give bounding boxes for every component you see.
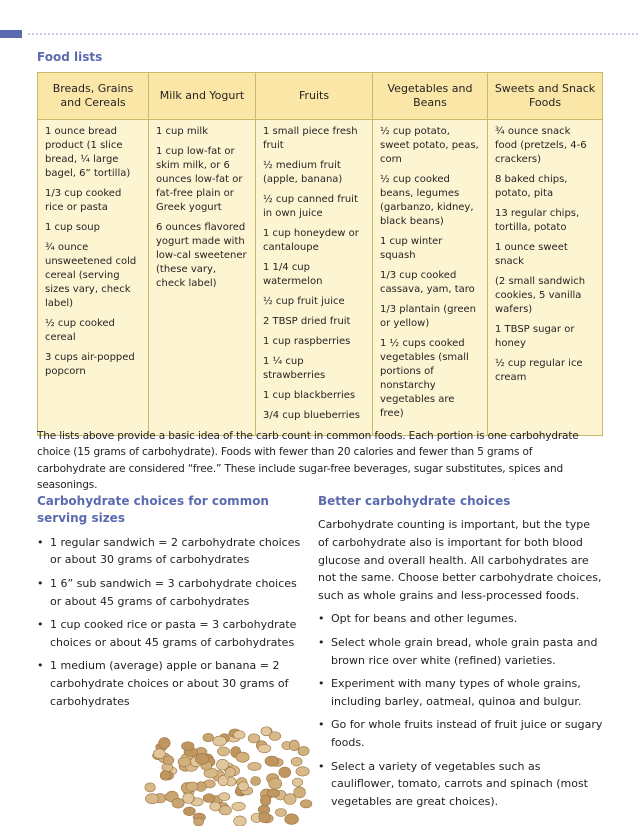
serving-item: 6 ounces flavored yogurt made with low-cal sweetener (these vary, check label) — [156, 222, 247, 289]
bullet-icon: • — [37, 576, 44, 590]
serving-item: 1 cup low-fat or skim milk, or 6 ounces low-fat or fat-free plain or Greek yogurt — [156, 146, 243, 213]
serving-item: 1 cup raspberries — [263, 336, 351, 347]
section-title: Food lists — [37, 50, 103, 64]
serving-item: 1 cup winter squash — [380, 236, 443, 261]
bean-shape — [275, 809, 286, 817]
serving-item: (2 small sandwich cookies, 5 vanilla wafers) — [495, 276, 586, 315]
bullet-icon: • — [318, 612, 325, 626]
bullet-icon: • — [37, 618, 44, 632]
serving-item: ½ cup cooked beans, legumes (garbanzo, kidney, black beans) — [380, 174, 474, 227]
accent-block — [0, 30, 22, 38]
serving-item: ½ cup fruit juice — [263, 296, 345, 307]
serving-item: 1/3 cup cooked rice or pasta — [45, 188, 122, 213]
list-item-text: 1 cup cooked rice or pasta = 3 carbohydrate choices or about 45 grams of carbohydrates — [50, 618, 297, 649]
bean-shape — [194, 818, 204, 826]
bean-shape — [145, 794, 158, 804]
better-choices-section — [318, 493, 603, 816]
bean-shape — [260, 795, 270, 806]
list-item-text: Select whole grain bread, whole grain pasta and brown rice over white (refined) varieties. — [331, 635, 598, 667]
list-item — [37, 657, 302, 710]
bullet-icon: • — [37, 535, 44, 549]
header-fruits: Fruits — [256, 73, 373, 120]
serving-item: ¾ ounce snack food (pretzels, 4-6 crackers) — [495, 126, 587, 165]
bean-shape — [284, 794, 296, 805]
column-vegetables — [373, 120, 488, 436]
bean-shape — [195, 753, 208, 764]
bean-shape — [182, 742, 195, 751]
bean-shape — [236, 752, 249, 762]
serving-item: 1 cup blackberries — [263, 390, 356, 401]
bean-shape — [218, 775, 228, 785]
bean-shape — [225, 767, 235, 777]
bean-shape — [217, 747, 229, 756]
bean-shape — [259, 812, 270, 823]
bean-shape — [184, 807, 196, 816]
bean-shape — [203, 733, 214, 741]
bean-shape — [145, 783, 155, 792]
serving-item: 3/4 cup blueberries — [263, 410, 360, 421]
bean-shape — [203, 794, 215, 803]
list-item-text: 1 regular sandwich = 2 carbohydrate choices or about 30 grams of carbohydrates — [50, 535, 301, 567]
bean-shape — [269, 778, 282, 789]
better-choices-list — [318, 610, 603, 810]
bean-shape — [183, 793, 194, 804]
beans-photo — [140, 718, 325, 826]
table-header-row — [38, 73, 603, 120]
bean-shape — [300, 800, 312, 808]
bean-shape — [296, 767, 309, 776]
top-decoration — [0, 0, 638, 40]
bean-shape — [186, 782, 198, 791]
bean-shape — [292, 778, 302, 786]
bean-shape — [232, 802, 245, 810]
bean-shape — [265, 756, 279, 766]
column-sweets — [488, 120, 603, 436]
column-milk — [149, 120, 256, 436]
list-item-text: Go for whole fruits instead of fruit juice or sugary foods. — [331, 718, 603, 749]
carb-choices-section — [37, 493, 302, 716]
serving-item: ½ cup potato, sweet potato, peas, corn — [380, 126, 479, 165]
header-breads: Breads, Grains and Cereals — [38, 73, 149, 120]
bullet-icon: • — [318, 759, 325, 773]
serving-item: ½ medium fruit (apple, banana) — [263, 160, 343, 185]
serving-item: 13 regular chips, tortilla, potato — [495, 208, 580, 233]
serving-item: 3 cups air-popped popcorn — [45, 352, 135, 377]
bean-shape — [279, 767, 291, 778]
list-item-text: 1 6” sub sandwich = 3 carbohydrate choices or about 45 grams of carbohydrates — [50, 576, 297, 608]
serving-item: 1 small piece fresh fruit — [263, 126, 358, 151]
bean-shape — [210, 802, 221, 811]
serving-item: 1 TBSP sugar or honey — [495, 324, 575, 349]
bean-shape — [213, 736, 227, 746]
food-list-table — [37, 72, 603, 436]
bean-shape — [248, 734, 260, 743]
serving-item: 1/3 plantain (green or yellow) — [380, 304, 476, 329]
bean-shape — [251, 777, 261, 786]
list-item-text: 1 medium (average) apple or banana = 2 carbohydrate choices or about 30 grams of carbohydrates — [50, 659, 289, 708]
bean-shape — [258, 744, 271, 752]
dotted-rule — [28, 33, 638, 35]
serving-item: 8 baked chips, potato, pita — [495, 174, 568, 199]
serving-item: 1 cup soup — [45, 222, 100, 233]
list-item — [37, 575, 302, 610]
bean-shape — [178, 757, 191, 767]
bullet-icon: • — [318, 718, 325, 732]
bean-shape — [219, 806, 231, 815]
bean-shape — [153, 749, 165, 759]
bean-shape — [172, 798, 184, 808]
bullet-icon: • — [318, 677, 325, 691]
list-item-text: Opt for beans and other legumes. — [331, 612, 518, 626]
table-row — [38, 120, 603, 436]
better-choices-heading: Better carbohydrate choices — [318, 494, 511, 508]
list-item — [318, 634, 603, 669]
carb-choices-list — [37, 534, 302, 710]
serving-item: ½ cup regular ice cream — [495, 358, 583, 383]
bean-shape — [285, 814, 299, 825]
bean-shape — [238, 782, 248, 791]
bean-shape — [248, 762, 261, 770]
serving-item: 2 TBSP dried fruit — [263, 316, 351, 327]
bean-shape — [261, 727, 272, 736]
list-item — [318, 716, 603, 751]
list-item — [37, 616, 302, 651]
bullet-icon: • — [37, 659, 44, 673]
serving-item: ½ cup cooked cereal — [45, 318, 115, 343]
serving-item: 1/3 cup cooked cassava, yam, taro — [380, 270, 475, 295]
serving-item: 1 cup honeydew or cantaloupe — [263, 228, 359, 253]
bean-shape — [219, 793, 230, 801]
column-breads — [38, 120, 149, 436]
bean-shape — [233, 731, 245, 739]
serving-item: ½ cup canned fruit in own juice — [263, 194, 358, 219]
intro-paragraph: The lists above provide a basic idea of the carb count in common foods. Each portion is one carbohydrate choice (15 grams of carbohydrate). Foods with fewer than 20 calories and fewer than 5 grams of carbohydrate are considered “free.” These include sugar-free beverages, sugar substitutes, spices and seasonings. — [37, 430, 579, 491]
header-milk: Milk and Yogurt — [149, 73, 256, 120]
bean-shape — [298, 746, 309, 755]
list-item — [37, 534, 302, 569]
list-item — [318, 758, 603, 811]
bean-shape — [234, 816, 247, 826]
bean-shape — [163, 756, 173, 765]
header-vegetables: Vegetables and Beans — [373, 73, 488, 120]
bullet-icon: • — [318, 635, 325, 649]
bean-shape — [160, 771, 170, 781]
bean-shape — [289, 740, 299, 751]
bean-shape — [291, 757, 302, 766]
bean-shape — [267, 789, 279, 797]
list-item-text: Select a variety of vegetables such as cauliflower, tomato, carrots and spinach (most vegetables are great choices). — [331, 759, 588, 808]
carb-choices-heading: Carbohydrate choices for common serving sizes — [37, 494, 269, 526]
serving-item: 1 ½ cups cooked vegetables (small portions of nonstarchy vegetables are free) — [380, 338, 469, 419]
list-item — [318, 610, 603, 628]
bean-shape — [159, 738, 171, 749]
serving-item: 1 ounce bread product (1 slice bread, ¼ large bagel, 6” tortilla) — [45, 126, 131, 179]
header-sweets: Sweets and Snack Foods — [488, 73, 603, 120]
column-fruits — [256, 120, 373, 436]
serving-item: ¾ ounce unsweetened cold cereal (serving sizes vary, check label) — [45, 242, 137, 309]
serving-item: 1 cup milk — [156, 126, 208, 137]
list-item-text: Experiment with many types of whole grains, including barley, oatmeal, quinoa and bulgur. — [331, 677, 582, 708]
serving-item: 1 ¼ cup strawberries — [263, 356, 326, 381]
serving-item: 1 1/4 cup watermelon — [263, 262, 323, 287]
better-choices-lead: Carbohydrate counting is important, but the type of carbohydrate also is important for both blood glucose and overall health. All carbohydrates are not the same. Choose better carbohydrate choices, such as whole grains and less-processed foods. — [318, 518, 602, 602]
serving-item: 1 ounce sweet snack — [495, 242, 568, 267]
list-item — [318, 675, 603, 710]
